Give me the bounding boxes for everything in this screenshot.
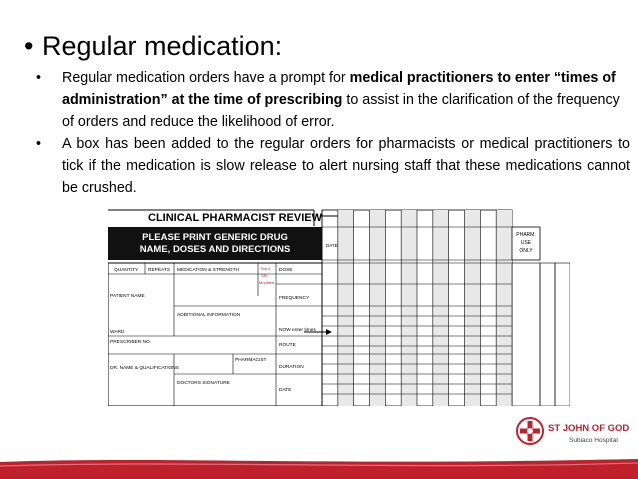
medication-strength-label: MEDICATION & STRENGTH <box>177 268 240 273</box>
st-john-of-god-logo <box>512 413 630 453</box>
bullet-mark: • <box>36 136 42 152</box>
title-bullet: • <box>24 31 34 61</box>
bullet-text: A box has been added to the regular orders for pharmacists or medical practitioners to tick if the medication is slow release to alert nursing staff that these medications cannot be crushed. <box>62 136 630 196</box>
patient-name-label: PATIENT NAME <box>110 294 145 299</box>
footer-wave <box>0 456 638 479</box>
banner-line-1: PLEASE PRINT GENERIC DRUG <box>142 232 288 243</box>
frequency-label: FREQUENCY <box>279 296 310 301</box>
clinical-pharmacist-review-header: CLINICAL PHARMACIST REVIEW <box>148 212 322 224</box>
slide-title <box>24 30 282 62</box>
pharm-use-1: PHARM. <box>516 232 536 238</box>
repeats-label: REPEATS <box>148 268 171 273</box>
logo-subtitle: Subiaco Hospital <box>569 437 618 444</box>
bullet-mark: • <box>36 70 42 86</box>
bullet-text-bold: medical practitioners to enter “times of administration” at the time of prescribing <box>62 70 616 108</box>
shield-cross-icon <box>517 418 543 444</box>
banner-line-2: NAME, DOSES AND DIRECTIONS <box>139 244 291 255</box>
bullet-text-post: to assist in the clarification of the frequency of orders and reduce the likelihood of error. <box>62 92 620 130</box>
ward-label: WARD <box>110 330 125 335</box>
tick-sr-label-3: Modified <box>259 280 275 285</box>
pharm-use-2: USE <box>520 240 532 246</box>
route-label: ROUTE <box>279 343 296 348</box>
bullet-text <box>62 67 630 133</box>
logo-name: ST JOHN OF GOD <box>548 423 630 434</box>
pharm-use-3: ONLY <box>519 248 533 254</box>
tick-sr-label-2: SR/ <box>261 273 268 278</box>
pharmacist-label: PHARMACIST <box>235 358 267 363</box>
medication-chart-form <box>108 206 570 406</box>
duration-label: DURATION <box>279 365 304 370</box>
now-enter-times-label: NOW enter times <box>279 328 316 333</box>
dose-label: DOSE <box>279 268 293 273</box>
date-label: DATE <box>326 243 338 248</box>
footer-bar <box>0 456 638 479</box>
bullet-text-pre: Regular medication orders have a prompt for <box>62 70 350 86</box>
additional-info-label: ADDITIONAL INFORMATION <box>177 313 241 318</box>
tick-sr-label-1: Tick if <box>260 266 271 271</box>
date-row-label: DATE <box>279 388 292 393</box>
quantity-label: QUANTITY <box>114 268 139 273</box>
prescriber-no-label: PRESCRIBER NO. <box>110 340 152 345</box>
doctors-signature-label: DOCTORS SIGNATURE <box>177 381 230 386</box>
dr-name-label: DR. NAME & QUALIFICATIONS <box>110 366 179 371</box>
title-text: Regular medication: <box>42 31 283 61</box>
